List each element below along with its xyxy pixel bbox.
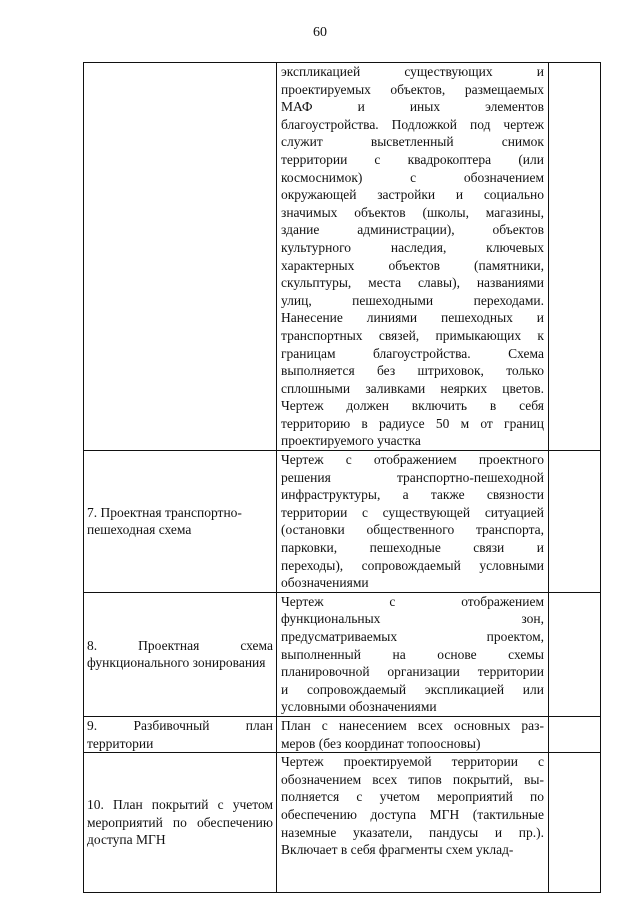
drawing-name-cell: [84, 63, 277, 451]
description-line: планировочной организации территории: [281, 664, 544, 680]
description-line: предусматриваемых проектом,: [281, 629, 544, 644]
description-line: проектируемого участка: [281, 433, 421, 449]
empty-cell: [549, 451, 601, 593]
description-line: наземные указатели, пандусы и пр.).: [281, 824, 544, 840]
empty-cell: [549, 63, 601, 451]
description-line: характерных объектов (памятники,: [281, 257, 544, 273]
description-line: инфраструктуры, а также связности: [281, 487, 544, 503]
empty-cell: [549, 753, 601, 893]
description-line: границам благоустройства. Схема: [281, 345, 544, 361]
table-row: [84, 592, 601, 716]
drawing-description-cell: [277, 63, 549, 451]
description-line: здание администрации), объектов: [281, 222, 544, 238]
table-row: [84, 753, 601, 893]
description-line: культурного наследия, ключевых: [281, 239, 544, 255]
page-number: 60: [313, 25, 327, 40]
description-line: обозначениями: [281, 575, 369, 591]
description-line: решения транспортно-пешеходной: [281, 469, 544, 485]
table-row: [84, 63, 601, 451]
drawing-name-cell: 8. Проектная схема функционального зонирования: [84, 592, 277, 716]
description-line: выполняется без штриховок, только: [281, 363, 544, 379]
drawing-name-cell: 10. План покрытий с учетом мероприятий по обеспечению доступа МГН: [84, 753, 277, 893]
description-line: Чертеж с отображением проектного: [281, 452, 544, 468]
empty-cell: [549, 592, 601, 716]
description-line: обозначением всех типов покрытий, вы-: [281, 771, 544, 787]
drawings-table: [83, 62, 601, 893]
description-line: космоснимок) с обозначением: [281, 169, 544, 185]
description-line: благоустройства. Подложкой под чертеж: [281, 116, 544, 132]
description-line: и сопровождаемый экспликацией или: [281, 681, 544, 697]
description-line: МАФ и иных элементов: [281, 99, 544, 115]
description-line: меров (без координат топоосновы): [281, 735, 481, 751]
description-line: проектируемых объектов, размещаемых: [281, 81, 544, 97]
description-line: переходы), сопровождаемый условными: [281, 557, 544, 573]
description-line: служит высветленный снимок: [281, 134, 544, 150]
empty-cell: [549, 716, 601, 752]
description-line: парковки, пешеходные связи и: [281, 540, 544, 556]
drawing-name-cell: 9. Разбивочный план территории: [84, 716, 277, 752]
drawing-description-cell: [277, 716, 549, 752]
table-row: [84, 716, 601, 752]
description-line: окружающей застройки и социально: [281, 187, 544, 203]
description-line: экспликацией существующих и: [281, 64, 544, 79]
description-line: улиц, пешеходными переходами.: [281, 292, 544, 308]
description-line: значимых объектов (школы, магазины,: [281, 204, 544, 220]
description-line: транспортных связей, примыкающих к: [281, 327, 544, 343]
description-line: территорию в радиусе 50 м от границ: [281, 415, 544, 431]
description-line: Включает в себя фрагменты схем уклад-: [281, 842, 514, 858]
drawing-name-cell: 7. Проектная транспортно-пешеходная схема: [84, 451, 277, 593]
description-line: Нанесение линиями пешеходных и: [281, 310, 544, 326]
description-line: территории с существующей ситуацией: [281, 504, 544, 520]
description-line: План с нанесением всех основных раз-: [281, 717, 544, 733]
description-line: выполненный на основе схемы: [281, 646, 544, 662]
drawing-description-cell: [277, 451, 549, 593]
drawing-description-cell: [277, 753, 549, 893]
description-line: Чертеж должен включить в себя: [281, 398, 544, 414]
description-line: условными обозначениями: [281, 699, 437, 715]
description-line: обеспечению доступа МГН (тактильные: [281, 806, 544, 822]
description-line: территории с квадрокоптера (или: [281, 151, 544, 167]
description-line: (остановки общественного транспорта,: [281, 522, 544, 538]
description-line: Чертеж проектируемой территории с: [281, 754, 544, 770]
description-line: полняется с учетом мероприятий по: [281, 789, 544, 805]
drawing-description-cell: [277, 592, 549, 716]
description-line: функциональных зон,: [281, 611, 544, 627]
table-row: [84, 451, 601, 593]
description-line: скульптуры, места славы), названиями: [281, 275, 544, 291]
description-line: сплошными заливками неярких цветов.: [281, 380, 544, 396]
description-line: Чертеж с отображением: [281, 593, 544, 609]
